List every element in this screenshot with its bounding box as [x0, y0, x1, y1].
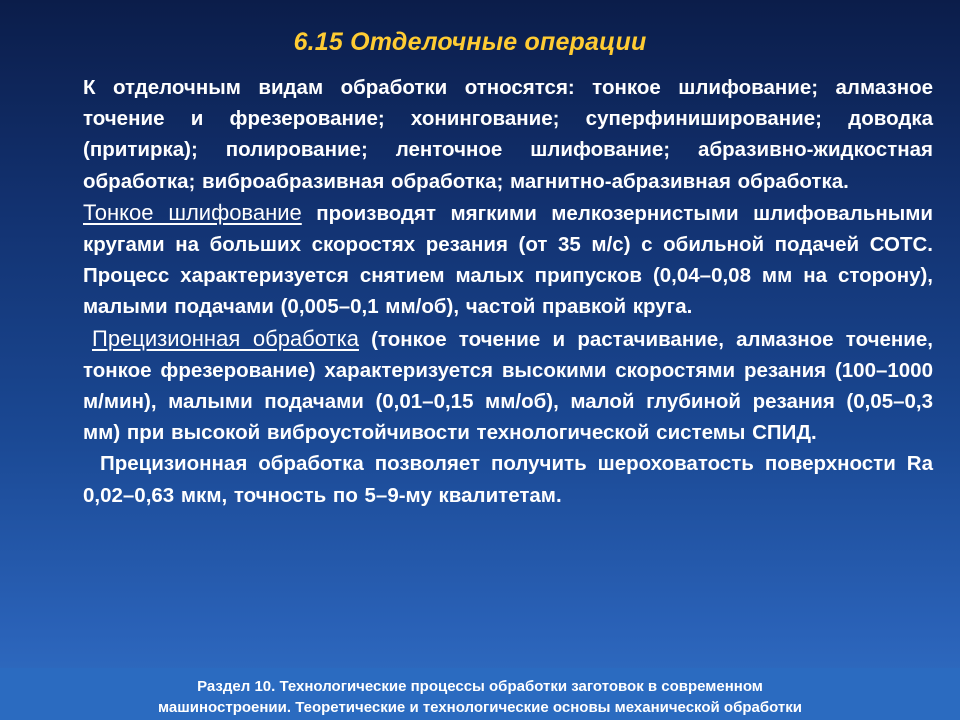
slide-title: 6.15 Отделочные операции: [293, 28, 647, 56]
precision-result-text: Прецизионная обработка позволяет получить шероховатость поверхности Ra 0,02–0,63 мкм, точность по 5–9-му квалитетам.: [83, 452, 933, 507]
paragraph-precision-result: [83, 448, 933, 510]
precision-text: (тонкое точение и растачивание, алмазное точение, тонкое фрезерование) характеризуется высокими скоростями резания (100–1000 м/мин), малыми подачами (0,01–0,15 мм/об), малой глубиной резания (0,05–0,3 мм) при высокой виброустойчивости технологической системы СПИД.: [83, 327, 933, 445]
term-precision-machining: Прецизионная обработка: [92, 325, 359, 351]
paragraph-precision: [83, 323, 933, 449]
footer-line-1: Раздел 10. Технологические процессы обработки заготовок в современном: [197, 678, 763, 695]
paragraph-intro: К отделочным видам обработки относятся: тонкое шлифование; алмазное точение и фрезерование; хонингование; суперфиниширование; доводка (притирка); полирование; ленточное шлифование; абразивно-жидкостная обработка; виброабразивная обработка; магнитно-абразивная обработка.: [83, 76, 933, 193]
paragraph-fine-grinding: [83, 197, 933, 323]
slide-body: [83, 72, 933, 511]
footer-caption: [0, 676, 960, 718]
term-fine-grinding: Тонкое шлифование: [83, 199, 302, 225]
fine-grinding-text: производят мягкими мелкозернистыми шлифовальными кругами на больших скоростях резания (от 35 м/с) с обильной подачей СОТС. Процесс характеризуется снятием малых припусков (0,04–0,08 мм на сторону), малыми подачами (0,005–0,1 мм/об), частой правкой круга.: [83, 201, 933, 319]
footer-line-2: машиностроении. Теоретические и технологические основы механической обработки: [158, 699, 802, 716]
